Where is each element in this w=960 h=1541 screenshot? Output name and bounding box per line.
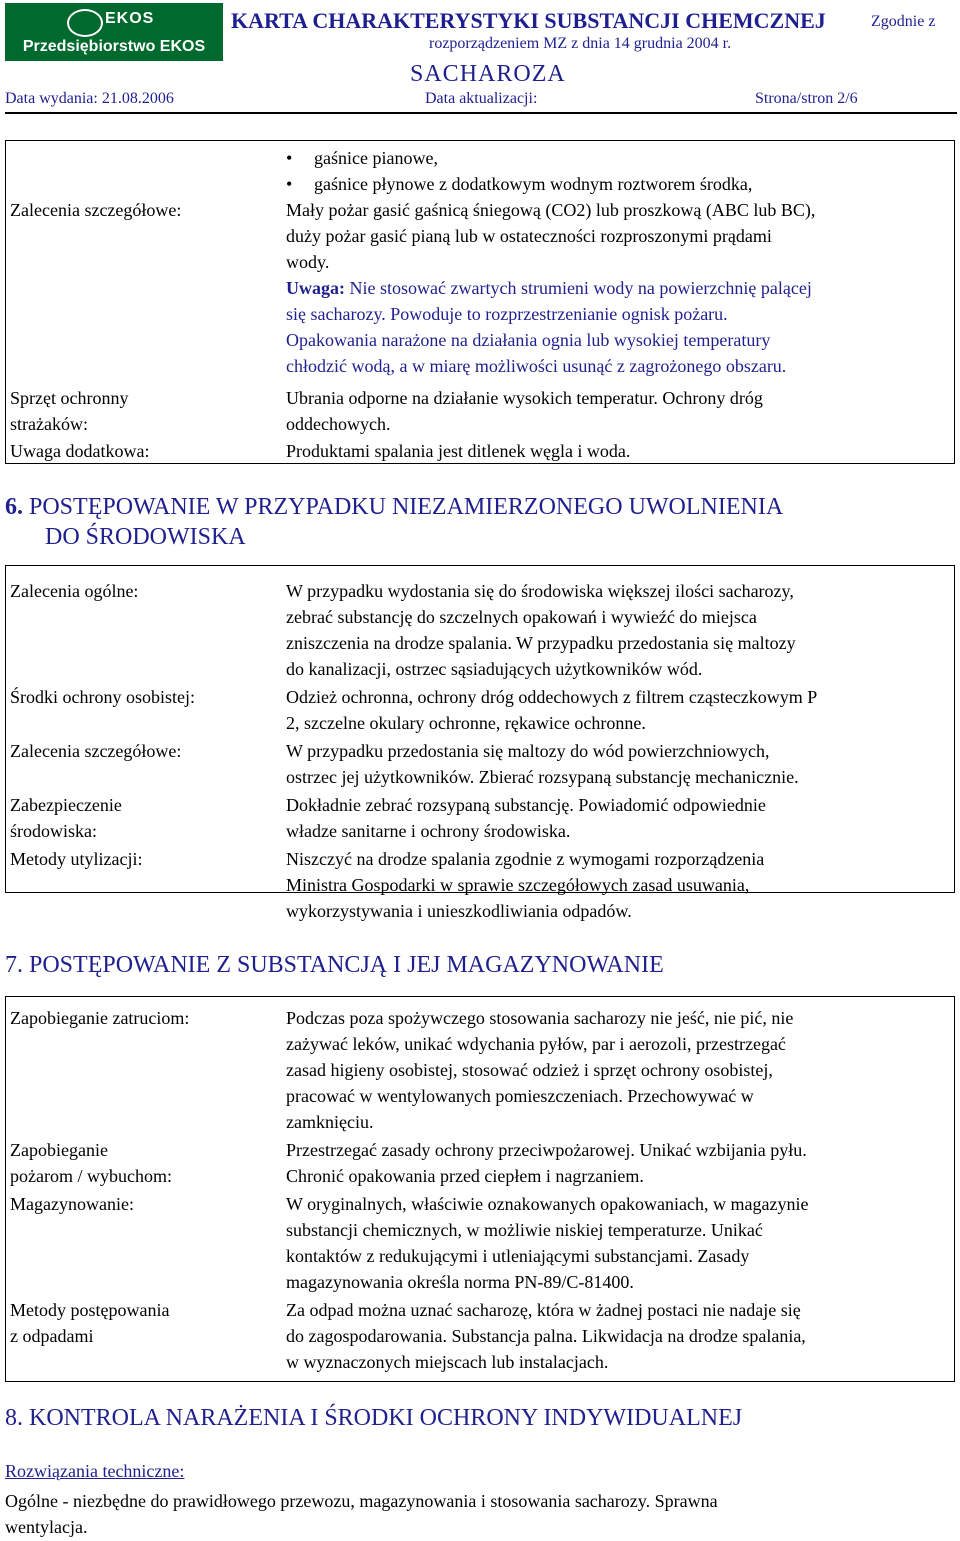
text-line: zażywać leków, unikać wdychania pyłów, par i aerozoli, przestrzegać — [286, 1034, 786, 1054]
label-fire-prevention-2: pożarom / wybuchom: — [10, 1166, 172, 1186]
label-waste-handling-2: z odpadami — [10, 1326, 94, 1346]
section6-table — [5, 565, 955, 921]
text-line: zamknięciu. — [286, 1112, 374, 1132]
text-line: do kanalizacji, ostrzec sąsiadujących użytkowników wód. — [286, 659, 703, 679]
text-line: wentylacja. — [5, 1517, 88, 1537]
text-line: w wyznaczonych miejscach lub instalacjach. — [286, 1352, 609, 1372]
text-line: Ogólne - niezbędne do prawidłowego przewozu, magazynowania i stosowania sacharozy. Sprawna — [5, 1491, 718, 1511]
text-line: Ubrania odporne na działanie wysokich temperatur. Ochrony dróg — [286, 388, 763, 408]
text-line: Odzież ochronna, ochrony dróg oddechowych z filtrem cząsteczkowym P — [286, 687, 818, 707]
text-line: oddechowych. — [286, 414, 391, 434]
warning-label: Uwaga: — [286, 278, 345, 298]
environment-protection-text — [286, 792, 949, 844]
text-line: wody. — [286, 252, 330, 272]
list-item: • gaśnice pianowe, — [286, 145, 949, 171]
text-line: Za odpad można uznać sacharozę, która w żadnej postaci nie nadaje się — [286, 1300, 801, 1320]
general-recommendations-text — [286, 578, 949, 682]
label-fire-equipment-2: strażaków: — [10, 414, 88, 434]
fire-prevention-text — [286, 1137, 949, 1189]
update-label: Data aktualizacji: — [425, 90, 538, 107]
text-line: Podczas poza spożywczego stosowania sacharozy nie jeść, nie pić, nie — [286, 1008, 794, 1028]
detailed-recommendations-6-text — [286, 738, 949, 790]
warning-line — [286, 275, 949, 301]
text-line: Niszczyć na drodze spalania zgodnie z wymogami rozporządzenia — [286, 849, 765, 869]
technical-solutions-text — [5, 1488, 955, 1540]
issue-date: Data wydania: 21.08.2006 — [5, 90, 174, 107]
text-line: chłodzić wodą, a w miarę możliwości usunąć z zagrożonego obszaru. — [286, 356, 787, 376]
section5-table — [5, 140, 955, 464]
text-line: wykorzystywania i unieszkodliwiania odpadów. — [286, 901, 632, 921]
text-line: Opakowania narażone na działania ognia lub wysokiej temperatury — [286, 330, 771, 350]
poisoning-prevention-text — [286, 1005, 949, 1135]
disposal-methods-text — [286, 846, 949, 924]
technical-solutions-subheading: Rozwiązania techniczne: — [5, 1461, 185, 1481]
text-line: zebrać substancję do szczelnych opakowań i wywieźć do miejsca — [286, 607, 757, 627]
label-personal-protection: Środki ochrony osobistej: — [10, 687, 195, 707]
text-line: magazynowania określa norma PN-89/C-81400. — [286, 1272, 634, 1292]
meta-bar — [5, 88, 957, 114]
label-detailed-recommendations: Zalecenia szczegółowe: — [10, 200, 182, 220]
text-line: Nie stosować zwartych strumieni wody na powierzchnię palącej — [349, 278, 812, 298]
label-environment-protection: Zabezpieczenie — [10, 795, 122, 815]
label-storage: Magazynowanie: — [10, 1194, 134, 1214]
equipment-text — [286, 385, 949, 437]
text-line: zasad higieny osobistej, stosować odzież i sprzęt ochrony osobistej, — [286, 1060, 773, 1080]
section7-heading: 7. POSTĘPOWANIE Z SUBSTANCJĄ I JEJ MAGAZYNOWANIE — [5, 952, 664, 978]
section6-heading — [5, 492, 955, 522]
text-line: Mały pożar gasić gaśnicą śniegową (CO2) lub proszkową (ABC lub BC), — [286, 200, 816, 220]
section7-table — [5, 996, 955, 1382]
storage-text — [286, 1191, 949, 1295]
label-fire-prevention: Zapobieganie — [10, 1140, 108, 1160]
company-logo-block — [5, 3, 223, 61]
text-line: Dokładnie zebrać rozsypaną substancję. Powiadomić odpowiednie — [286, 795, 766, 815]
waste-handling-text — [286, 1297, 949, 1375]
text-line: Chronić opakowania przed ciepłem i nagrzaniem. — [286, 1166, 644, 1186]
text-line: W przypadku wydostania się do środowiska większej ilości sacharozy, — [286, 581, 794, 601]
text-line: zniszczenia na drodze spalania. W przypadku przedostania się maltozy — [286, 633, 796, 653]
text-line: do zagospodarowania. Substancja palna. Likwidacja na drodze spalania, — [286, 1326, 806, 1346]
globe-logo-icon — [67, 9, 103, 37]
compliance-note: Zgodnie z — [871, 13, 936, 30]
regulation-text: rozporządzeniem MZ z dnia 14 grudnia 2004 r. — [429, 35, 732, 52]
label-environment-protection-2: środowiska: — [10, 821, 97, 841]
text-line: władze sanitarne i ochrony środowiska. — [286, 821, 571, 841]
label-fire-equipment: Sprzęt ochronny — [10, 388, 129, 408]
text-line: kontaktów z redukującymi i utleniającymi substancjami. Zasady — [286, 1246, 750, 1266]
logo-text: EKOS — [105, 10, 155, 27]
substance-name: SACHAROZA — [410, 61, 566, 87]
text-line: W oryginalnych, właściwie oznakowanych opakowaniach, w magazynie — [286, 1194, 809, 1214]
section-title-line1: POSTĘPOWANIE W PRZYPADKU NIEZAMIERZONEGO UWOLNIENIA — [29, 494, 784, 520]
label-additional-note: Uwaga dodatkowa: — [10, 441, 150, 461]
detailed-text — [286, 197, 949, 379]
page-counter: Strona/stron 2/6 — [755, 90, 858, 107]
text-line: Ministra Gospodarki w sprawie szczegółowych zasad usuwania, — [286, 875, 750, 895]
note-text: Produktami spalania jest ditlenek węgla i woda. — [286, 441, 631, 461]
text-line: pracować w wentylowanych pomieszczeniach. Przechowywać w — [286, 1086, 754, 1106]
text-line: 2, szczelne okulary ochronne, rękawice ochronne. — [286, 713, 646, 733]
document-title: KARTA CHARAKTERYSTYKI SUBSTANCJI CHEMCZNEJ — [231, 8, 826, 33]
label-detailed-recommendations-6: Zalecenia szczegółowe: — [10, 741, 182, 761]
text-line: ostrzec jej użytkowników. Zbierać rozsypaną substancję mechanicznie. — [286, 767, 799, 787]
label-poisoning-prevention: Zapobieganie zatruciom: — [10, 1008, 190, 1028]
text-line: substancji chemicznych, w możliwie niskiej temperaturze. Unikać — [286, 1220, 763, 1240]
text-line: się sacharozy. Powoduje to rozprzestrzenianie ognisk pożaru. — [286, 304, 728, 324]
label-general-recommendations: Zalecenia ogólne: — [10, 581, 139, 601]
section-number: 6. — [5, 494, 23, 520]
personal-protection-text — [286, 684, 949, 736]
text-line: duży pożar gasić pianą lub w ostateczności rozproszonymi prądami — [286, 226, 772, 246]
extinguisher-bullets — [286, 145, 949, 197]
label-disposal-methods: Metody utylizacji: — [10, 849, 143, 869]
text-line: W przypadku przedostania się maltozy do wód powierzchniowych, — [286, 741, 770, 761]
text-line: Przestrzegać zasady ochrony przeciwpożarowej. Unikać wzbijania pyłu. — [286, 1140, 807, 1160]
document-header — [5, 3, 957, 107]
section6-heading-line2: DO ŚRODOWISKA — [45, 524, 246, 550]
section8-heading: 8. KONTROLA NARAŻENIA I ŚRODKI OCHRONY INDYWIDUALNEJ — [5, 1405, 743, 1431]
list-item: • gaśnice płynowe z dodatkowym wodnym roztworem środka, — [286, 171, 949, 197]
label-waste-handling: Metody postępowania — [10, 1300, 170, 1320]
company-name: Przedsiębiorstwo EKOS — [22, 38, 206, 55]
